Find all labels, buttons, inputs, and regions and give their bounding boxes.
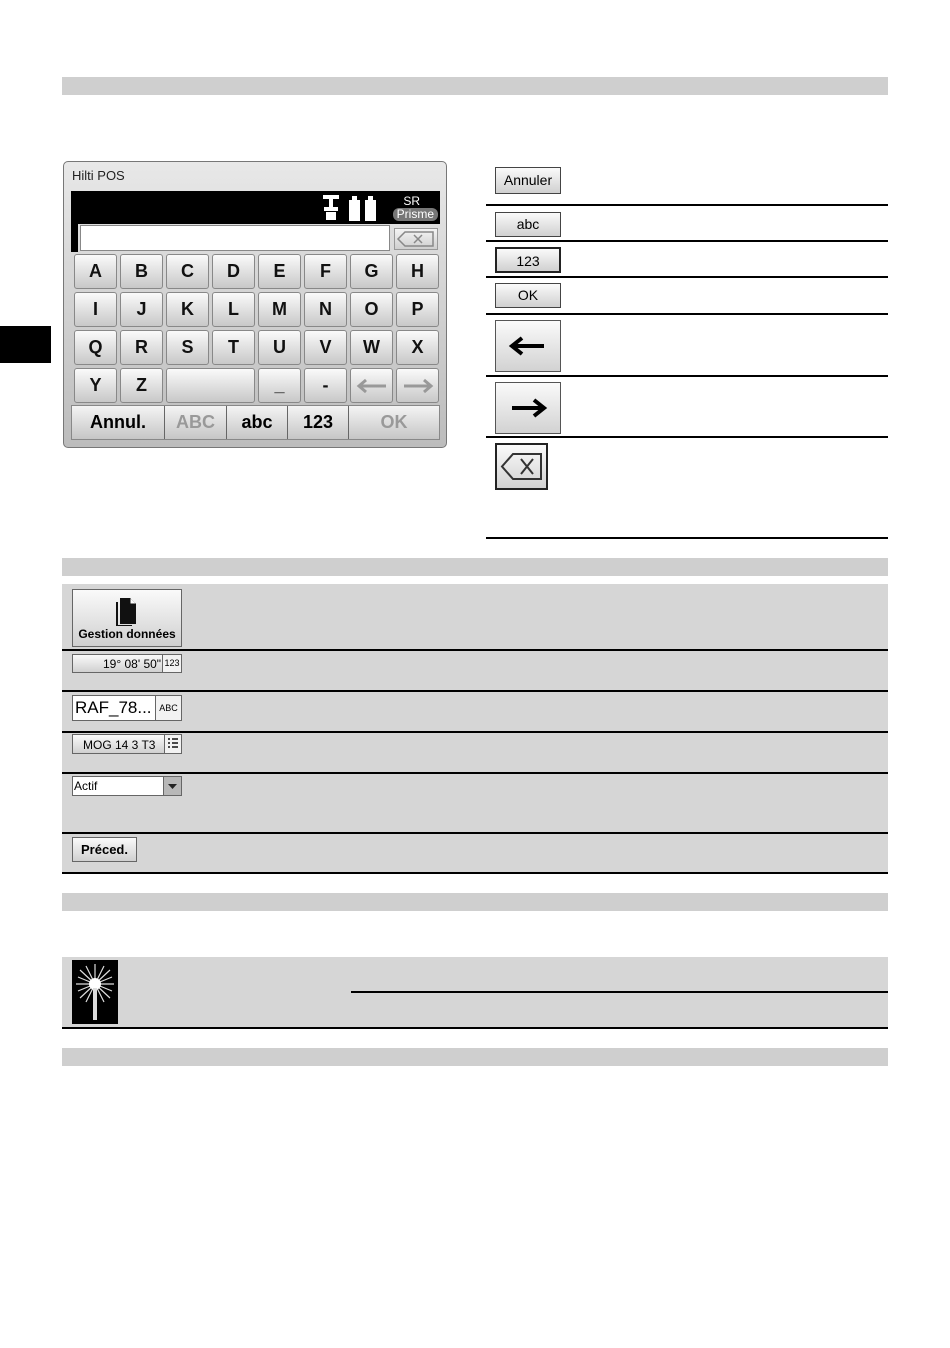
select-value: Actif <box>74 779 98 793</box>
divider <box>486 436 888 438</box>
key[interactable]: V <box>304 330 347 365</box>
space-key[interactable] <box>166 368 255 403</box>
arrow-right-button[interactable] <box>495 382 561 434</box>
element-table <box>62 584 888 874</box>
key[interactable]: I <box>74 292 117 327</box>
arrow-right-icon <box>496 383 560 433</box>
cursor-marker <box>71 224 78 252</box>
divider <box>486 240 888 242</box>
row-divider <box>62 772 888 774</box>
abc-button[interactable]: abc <box>495 212 561 237</box>
status-select[interactable] <box>72 776 182 796</box>
text-field[interactable] <box>72 695 182 721</box>
key[interactable]: L <box>212 292 255 327</box>
text-input[interactable] <box>80 225 390 251</box>
device-title: Hilti POS <box>72 168 125 183</box>
angle-field[interactable] <box>72 654 182 673</box>
key[interactable]: N <box>304 292 347 327</box>
key[interactable]: F <box>304 254 347 289</box>
row-divider <box>62 690 888 692</box>
divider <box>486 375 888 377</box>
text-value: RAF_78... <box>75 698 152 717</box>
key[interactable]: D <box>212 254 255 289</box>
uppercase-button[interactable]: ABC <box>165 406 227 439</box>
numeric-button-legend[interactable]: 123 <box>495 247 561 273</box>
key[interactable]: T <box>212 330 255 365</box>
status-bar <box>71 191 440 224</box>
section-bar-4 <box>62 1048 888 1066</box>
arrow-left-icon <box>496 321 560 371</box>
list-value: MOG 14 3 T3 <box>83 738 156 752</box>
key[interactable]: Q <box>74 330 117 365</box>
key[interactable]: G <box>350 254 393 289</box>
document-icon <box>114 596 140 626</box>
battery-icon <box>347 194 379 222</box>
key[interactable]: K <box>166 292 209 327</box>
annuler-button[interactable]: Annuler <box>495 167 561 194</box>
list-field[interactable] <box>72 734 182 754</box>
cursor-right-key[interactable] <box>396 368 439 403</box>
backspace-icon <box>395 229 437 249</box>
key[interactable]: U <box>258 330 301 365</box>
instrument-icon <box>321 194 341 222</box>
chevron-down-icon <box>163 777 181 795</box>
laser-pointer-icon <box>72 960 118 1024</box>
key[interactable]: H <box>396 254 439 289</box>
section-bar-3 <box>62 893 888 911</box>
row-divider <box>62 872 888 874</box>
section-bar-1 <box>62 77 888 95</box>
backspace-button[interactable] <box>394 228 438 250</box>
key-z[interactable]: Z <box>120 368 163 403</box>
key[interactable]: X <box>396 330 439 365</box>
key[interactable]: E <box>258 254 301 289</box>
chapter-tab <box>0 326 51 363</box>
divider <box>486 313 888 315</box>
divider <box>486 537 888 539</box>
section-bar-2 <box>62 558 888 576</box>
key[interactable]: P <box>396 292 439 327</box>
annul-button[interactable]: Annul. <box>72 406 165 439</box>
key[interactable]: C <box>166 254 209 289</box>
backspace-icon <box>497 445 546 488</box>
backspace-button-legend[interactable] <box>495 443 548 490</box>
divider <box>351 991 888 993</box>
numeric-button[interactable]: 123 <box>288 406 349 439</box>
numeric-badge: 123 <box>162 655 181 672</box>
preced-button[interactable]: Préced. <box>72 837 137 862</box>
key-underscore[interactable]: _ <box>258 368 301 403</box>
angle-value: 19° 08' 50" <box>103 657 162 671</box>
row-divider <box>62 832 888 834</box>
key[interactable]: J <box>120 292 163 327</box>
arrow-left-icon <box>354 376 390 396</box>
key[interactable]: O <box>350 292 393 327</box>
gestion-donnees-button[interactable] <box>72 589 182 647</box>
alpha-badge: ABC <box>155 696 181 720</box>
divider <box>486 204 888 206</box>
key-dash[interactable]: - <box>304 368 347 403</box>
key[interactable]: W <box>350 330 393 365</box>
divider <box>486 276 888 278</box>
key-y[interactable]: Y <box>74 368 117 403</box>
list-icon <box>164 735 181 753</box>
status-sr: SR <box>403 194 420 208</box>
key[interactable]: S <box>166 330 209 365</box>
lowercase-button[interactable]: abc <box>227 406 288 439</box>
gestion-label: Gestion données <box>78 627 176 641</box>
row-divider <box>62 1027 888 1029</box>
bottom-toolbar <box>71 405 440 440</box>
row-divider <box>62 731 888 733</box>
arrow-left-button[interactable] <box>495 320 561 372</box>
key[interactable]: A <box>74 254 117 289</box>
arrow-right-icon <box>400 376 436 396</box>
key[interactable]: B <box>120 254 163 289</box>
key[interactable]: R <box>120 330 163 365</box>
status-prisme: Prisme <box>393 208 438 221</box>
key[interactable]: M <box>258 292 301 327</box>
ok-button[interactable]: OK <box>380 412 408 432</box>
ok-button-legend[interactable]: OK <box>495 283 561 308</box>
row-divider <box>62 649 888 651</box>
cursor-left-key[interactable] <box>350 368 393 403</box>
device-screen <box>63 161 447 448</box>
